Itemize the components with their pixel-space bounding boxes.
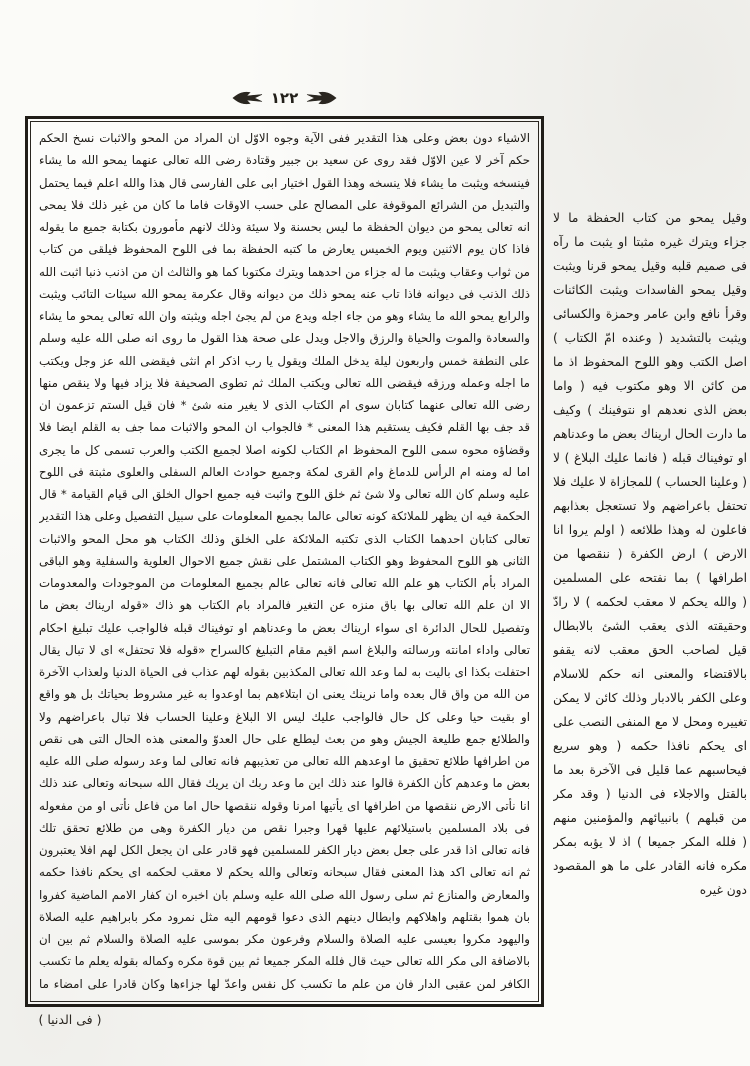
margin-note-line: الارض ) ارض الكفرة ( ننقصها من <box>553 547 747 561</box>
margin-note-line: ( فلله المكر جميعا ) اذ لا يؤبه بمكر <box>553 835 747 849</box>
margin-note-line: دون غيره <box>699 883 747 897</box>
main-text-line: قد جف بها القلم فكيف يستقيم هذا المعنى * فالجواب ان المحو والاثبات مما جف به القلم ايضا فلا <box>39 420 530 435</box>
margin-note-line: ما دارت الحال اريناك بعض ما وعدناهم <box>553 427 747 441</box>
main-text-line: من اطرافها طلائع تحقيق ما اوعدهم الله تعالى من تعذيبهم فانه تعالى لما وعد رسوله صلى الله عليه <box>39 754 530 768</box>
main-text-line: والتبديل من الشرائع الموقوفة على المصالح على حسب الاوقات فاما ما كان من غير ذلك فلا يمحى <box>39 197 530 212</box>
margin-notes <box>553 206 747 902</box>
main-text-line: والرابع يمحو الله ما يشاء وهو من جاء اجله ويدع من لم يجئ اجله ويثبته وان الله تعالى يمحو ما يشاء <box>39 309 530 323</box>
main-text-line: بعض ما وعدهم كأن الكفرة قالوا عند ذلك اين ما وعد ربك ان يريك فقال الله سبحانه وتعالى عند ذلك <box>39 776 530 791</box>
margin-note-line: وقيل يمحو من كتاب الحفظة ما لا <box>553 211 747 225</box>
margin-note-line: تحتفل باعراضهم ولا تستعجل بعذابهم <box>553 499 747 513</box>
main-text-line: ثم انه تعالى اكد هذا المعنى فقال سبحانه وتعالى والله يحكم لا معقب لحكمه اى يحكم نافذا حكمه <box>39 865 530 880</box>
main-text-line: او بقيت حيا وعلى كل حال فالواجب عليك ليس الا البلاغ وعلينا الحساب فلا تبال باعراضهم ولا <box>39 709 530 724</box>
main-text-line: فينسخه ويثبت ما يشاء فلا ينسخه وهذا القول اختيار ابى على الفارسى قال هذا والله اعلم فيما يحتمل <box>39 175 530 190</box>
margin-note-line: فاعلون له وهذا طلائعه ( اولم يروا انا <box>553 523 747 537</box>
main-text-line: بان هموا بقتلهم واهلاكهم وابطال دينهم الذى دعوا قومهم اليه مثل نمرود مكر بابراهيم عليه الصلاة <box>39 909 530 924</box>
main-text-line: من الله من واق قال بعده واما نرينك يعنى ان ابتلاءهم بما اوعدوا به غير مشروط بحياتك بل هو واقع <box>39 687 530 702</box>
main-text-line: وقضاؤه محوه سمى اللوح المحفوظ ام الكتاب لكونه اصلا لجميع الكتب والعرب تسمى كل ما يجرى <box>39 442 530 457</box>
main-text-line: والسعادة والموت والحياة والرزق والاجل ويدل على صحة هذا القول ما روى انه صلى الله عليه وسلم <box>39 331 530 346</box>
main-text-line: الثانى هو اللوح المحفوظ وهو الكتاب المشتمل على نقش جميع الاحوال العلوية والسفلية وهو الباقى <box>39 553 530 568</box>
main-text-line: الكافر لمن عقبى الدار فان من علم ما تكسب كل نفس واعدّ لها جزاءها وكان قادرا على امضاء ما <box>39 976 530 991</box>
main-text-line: فاذا كان يوم الاثنين ويوم الخميس يعارض ما كتبه الحفظة بما فى اللوح المحفوظ فيلقى من كتاب <box>39 242 530 257</box>
fleuron-right-icon <box>305 90 337 106</box>
margin-note-line: قيل لصاحب الحق معقب لانه يقفو <box>553 643 747 657</box>
margin-note-line: او توفيناك قبله ( فانما عليك البلاغ ) لا <box>553 451 747 465</box>
main-text-line: انه تعالى يمحو من ديوان الحفظة ما ليس بحسنة ولا سيئة وذلك لانهم مأمورون بكتابة جميع ما يقوله <box>39 220 530 234</box>
margin-note-line: ( والله يحكم لا معقب لحكمه ) لا رادّ <box>553 595 747 609</box>
main-text-line: بالاضافة الى مكر الله تعالى حيث قال فلله المكر جميعا ثم بين قوة مكره وكماله بقوله يعلم ما تكسب <box>39 954 530 969</box>
main-text-line: على النطفة خمس واربعون ليلة يدخل الملك ويقول يا رب اذكر ام انثى فيقضى الله عز وجل ويكتب <box>39 353 530 368</box>
margin-note-line: فيحاسبهم عما قليل فى الآخرة بعد ما <box>553 763 747 777</box>
margin-note-line: من قبلهم ) بانبيائهم والمؤمنين منهم <box>553 811 747 825</box>
margin-note-line: وقرأ نافع وابن عامر وحمزة والكسائى <box>553 307 747 321</box>
main-text-line: حكم آخر لا عين الاوّل فقد روى عن سعيد بن جبير وقتادة رضى الله تعالى عنهما يمحو الله ما يشاء <box>39 153 530 168</box>
main-text-frame-inner <box>30 121 539 1002</box>
main-text-line: الاشياء دون بعض وعلى هذا التقدير ففى الآية وجوه الاوّل ان المراد من المحو والاثبات نسخ الحكم <box>39 131 530 145</box>
margin-note-line: اصل الكتب وهو اللوح المحفوظ اذ ما <box>553 355 747 369</box>
main-text-line: عليه وسلم كان الله تعالى ولا شئ ثم خلق اللوح واثبت فيه جميع احوال الخلق الى قيام القيامة * قال <box>39 487 530 501</box>
main-text-line: والمعارض والمنازع ثم سلى رسول الله صلى الله عليه وسلم بان اخبره ان كفار الامم الماضية كفروا <box>39 887 530 902</box>
main-text-line: وتفصيل للحال الدائرة اى سواء اريناك بعض ما وعدناهم او توفيناك قبله فالواجب عليك تبليغ احكام <box>39 620 530 635</box>
main-text-line: فانه تعالى اذا قدر على جعل بعض ديار الكفر للمسلمين فهو قادر على ان يجعل الكل لهم افلا يعتبرون <box>39 843 530 857</box>
main-text-line: الحكمة فيه ان يظهر للملائكة كونه تعالى عالما بجميع المعلومات على سبيل التفصيل وعلى هذا التقدير <box>39 509 530 524</box>
margin-note-line: تغييره ومحل لا مع المنفى النصب على <box>553 715 747 729</box>
margin-note-line: فى صميم قلبه وقيل يمحو قرنا ويثبت <box>553 259 747 273</box>
catchword: ( فى الدنيا ) <box>38 1012 102 1027</box>
page-header <box>25 84 544 112</box>
margin-note-line: بعض الذى نعدهم او نتوفينك ) وكيف <box>553 403 747 417</box>
main-text-line: احتفلت بكذا اى باليت به لما وعد الله تعالى المكذبين بقوله لهم عذاب فى الحياة الدنيا ولعذاب الآخرة <box>39 665 530 679</box>
main-text-line: من ثواب وعقاب ويثبت ما له جزاء من احدهما ويترك مكتوبا كما هو والثالث ان من اذنب ذنبا اثبت الله <box>39 264 530 279</box>
main-text-line: والطلائع جمع طليعة الجيش وهو من بعث ليطلع على حال العدوّ والمعنى هذه الحال التى هى نقص <box>39 731 530 746</box>
main-text-line: انا نأتى الارض ننقصها من اطرافها اى يأتيها امرنا وقوله ننقصها حال اما من فاعل نأتى او من مفعوله <box>39 798 530 813</box>
margin-note-line: اطرافها ) بما نفتحه على المسلمين <box>553 571 747 585</box>
main-text-line: ذلك الذنب فى ديوانه فاذا تاب عنه يمحو ذلك من ديوانه وقال عكرمة يمحو الله سيئات التائب ويثبت <box>39 286 530 301</box>
margin-note-line: ( وعلينا الحساب ) للمجازاة لا عليك فلا <box>553 475 747 489</box>
margin-note-line: وعلى الكفر بالادبار وذلك كائن لا يمكن <box>553 691 747 705</box>
main-text-line: فى بلاد المسلمين باستيلائهم عليها قهرا وجبرا نقص من ديار الكفرة وهى من طلائع تحقق تلك <box>39 820 530 835</box>
main-text-line: الا ان علم الله تعالى بها باق منزه عن التغير فالمراد بام الكتاب هو ذاك «قوله اريناك بعض ما <box>39 598 530 613</box>
margin-note-line: بالقتل والاجلاء فى الدنيا ( وقد مكر <box>553 787 747 801</box>
margin-note-line: بالاقتضاء والمعنى انه حكم للاسلام <box>553 667 747 681</box>
main-text-line: ما اجله وعمله ورزقه فيقضى الله تعالى ويكتب الملك ثم تطوى الصحيفة فلا يزاد فيها ولا ينقص منها <box>39 375 530 390</box>
main-text <box>39 127 530 995</box>
main-text-line: رضى الله تعالى عنهما كتابان سوى ام الكتاب الذى لا يغير منه شئ * فان قيل الستم تزعمون ان <box>39 398 530 412</box>
fleuron-left-icon <box>232 90 264 106</box>
main-text-frame <box>25 116 544 1007</box>
main-text-line: اما له ومنه ام الرأس للدماغ وام القرى لمكة وجميع حوادث العالم السفلى والعلوى مثبتة فى اللوح <box>39 464 530 479</box>
page-number: ١٢٢ <box>270 89 299 107</box>
main-text-line: تعالى واداء امانته ورسالته والبلاغ اسم اقيم مقام التبليغ كالسراح «قوله فلا تحتفل» اى لا تبال يقال <box>39 642 530 657</box>
main-text-line: تعالى كتابان احدهما الكتاب الذى تكتبه الملائكة على الخلق وذلك الكتاب هو محل المحو والاثبات <box>39 531 530 546</box>
margin-note-line: ويثبت بالتشديد ( وعنده امّ الكتاب ) <box>553 331 747 345</box>
margin-note-line: جزاء ويترك غيره مثبتا او يثبت ما رآه <box>553 235 747 249</box>
main-text-line: المراد بأم الكتاب هو علم الله تعالى فانه تعالى عالم بجميع المعلومات من الموجودات والمعدومات <box>39 576 530 590</box>
main-text-line: واليهود مكروا بعيسى عليه الصلاة والسلام وفرعون مكر بموسى عليه الصلاة والسلام ثم بين ان <box>39 932 530 946</box>
margin-note-line: مكره فانه القادر على ما هو المقصود <box>553 859 747 873</box>
margin-note-line: اى يحكم نافذا حكمه ( وهو سريع <box>553 739 747 753</box>
margin-note-line: وقيل يمحو الفاسدات ويثبت الكائنات <box>553 283 747 297</box>
margin-note-line: من كائن الا وهو مكتوب فيه ( واما <box>553 379 747 393</box>
margin-note-line: وحقيقته الذى يعقب الشئ بالابطال <box>553 619 747 633</box>
